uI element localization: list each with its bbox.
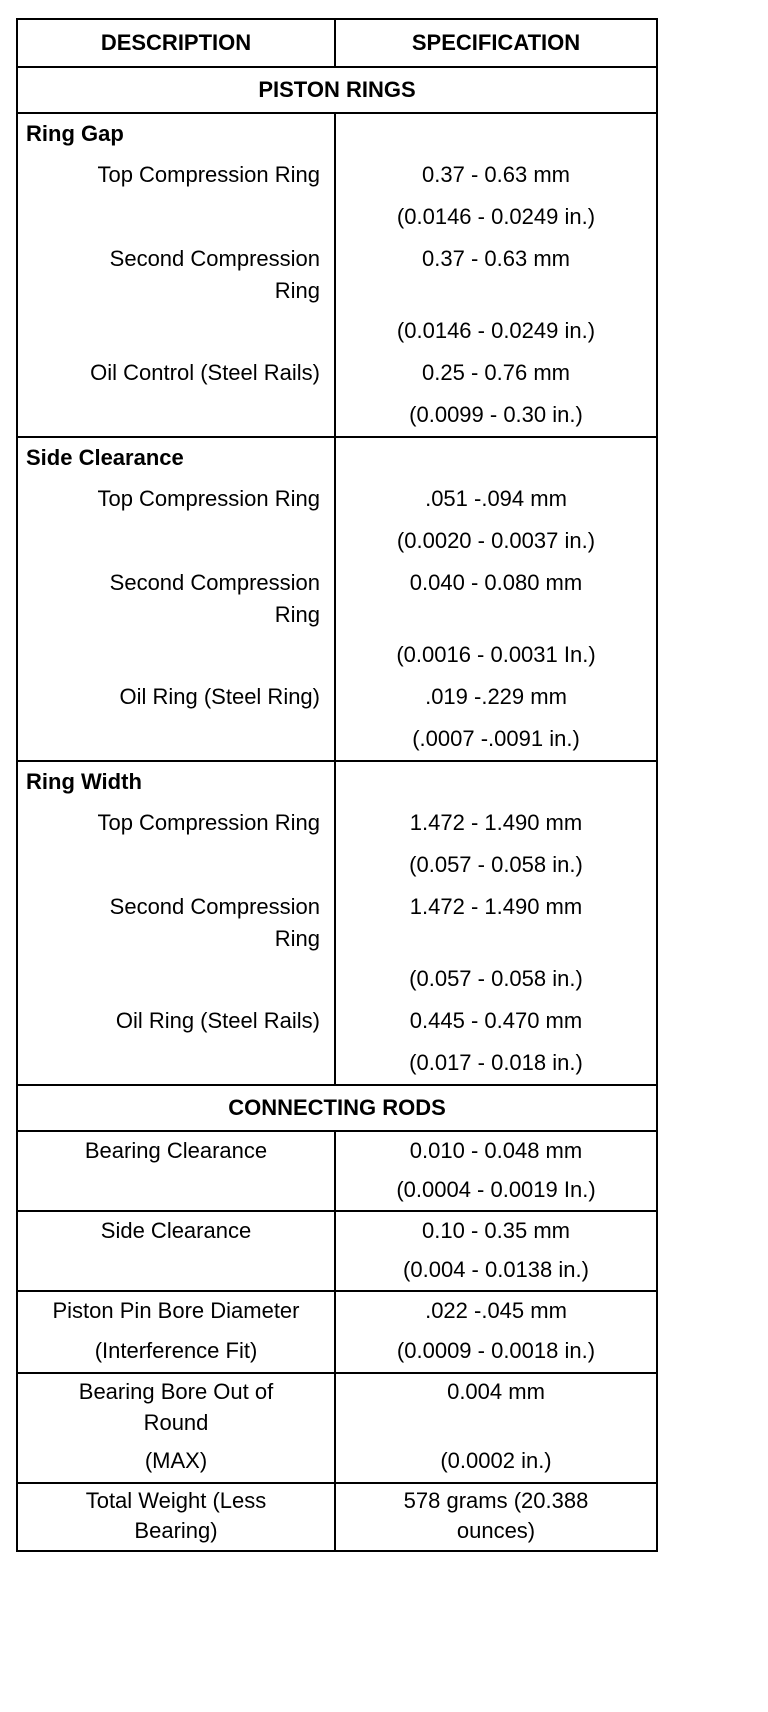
table-row [18,280,656,310]
group-title-ring-width: Ring Width [26,769,142,794]
bore-round-label-3: (MAX) [18,1440,336,1482]
bore-round-label-1: Bearing Bore Out of [18,1374,336,1410]
rod-side-clearance [18,1210,656,1290]
side-clearance-second-label-1: Second Compression [18,562,336,604]
ring-gap-second-label-1: Second Compression [18,238,336,280]
rod-pin-bore [18,1290,656,1372]
bearing-clearance-in: (0.0004 - 0.0019 In.) [396,1177,596,1202]
ring-width-items [18,802,656,1084]
table-row [18,1042,656,1084]
pin-bore-label-2: (Interference Fit) [18,1330,336,1372]
table-row [18,1330,656,1372]
group-title-side-clearance: Side Clearance [26,445,184,470]
pin-bore-label-1: Piston Pin Bore Diameter [18,1292,336,1330]
ring-width-top-in: (0.057 - 0.058 in.) [409,852,583,877]
side-clearance-top-label: Top Compression Ring [18,478,336,520]
table-row [18,562,656,604]
ring-gap-second-label-2: Ring [18,280,336,310]
ring-gap-top-in: (0.0146 - 0.0249 in.) [396,204,596,229]
table-row [18,1410,656,1440]
bore-round-mm: 0.004 mm [447,1379,545,1404]
side-clearance-second-mm: 0.040 - 0.080 mm [409,570,583,595]
ring-width-oil-label: Oil Ring (Steel Rails) [18,1000,336,1042]
weight-value-1: 578 grams (20.388 [403,1488,589,1513]
table-row [18,154,656,196]
table-header [18,20,656,66]
spec-table [16,18,658,1552]
ring-width-second-label-1: Second Compression [18,886,336,928]
ring-width-oil-mm: 0.445 - 0.470 mm [409,1008,583,1033]
bearing-clearance-label: Bearing Clearance [18,1132,336,1170]
table-row [18,844,656,886]
table-row [18,676,656,718]
table-row [18,886,656,928]
pin-bore-mm: .022 -.045 mm [425,1298,567,1323]
ring-gap-second-in: (0.0146 - 0.0249 in.) [396,318,596,343]
side-clearance-items [18,478,656,760]
ring-gap-oil-in: (0.0099 - 0.30 in.) [409,402,583,427]
ring-gap-top-mm: 0.37 - 0.63 mm [422,162,570,187]
table-row [18,1212,656,1250]
ring-gap-second-mm: 0.37 - 0.63 mm [422,246,570,271]
header-description: DESCRIPTION [18,20,336,66]
table-row [18,1132,656,1170]
ring-width-top-label: Top Compression Ring [18,802,336,844]
ring-width-second-mm: 1.472 - 1.490 mm [409,894,583,919]
weight-value-2: ounces) [456,1518,536,1543]
table-row [18,352,656,394]
table-row [18,634,656,676]
table-row [18,1292,656,1330]
table-row [18,310,656,352]
ring-width-top-mm: 1.472 - 1.490 mm [409,810,583,835]
ring-width-second-in: (0.057 - 0.058 in.) [409,966,583,991]
table-row [18,718,656,760]
ring-gap-oil-label: Oil Control (Steel Rails) [18,352,336,394]
header-specification: SPECIFICATION [411,30,581,55]
side-clearance-second-label-2: Ring [18,604,336,634]
ring-width-second-label-2: Ring [18,928,336,958]
section-piston-rings: PISTON RINGS [18,66,656,112]
side-clearance-oil-in: (.0007 -.0091 in.) [412,726,580,751]
table-row [18,1374,656,1410]
ring-gap-top-label: Top Compression Ring [18,154,336,196]
table-row [18,1484,656,1518]
table-row [18,958,656,1000]
side-clearance-second-in: (0.0016 - 0.0031 In.) [396,642,596,667]
table-row [18,802,656,844]
table-row [18,604,656,634]
table-row [18,478,656,520]
table-row [18,238,656,280]
table-row [18,196,656,238]
weight-label-2: Bearing) [18,1518,336,1550]
group-ring-width [18,760,656,802]
weight-label-1: Total Weight (Less [18,1484,336,1518]
bore-round-in: (0.0002 in.) [440,1448,552,1473]
side-clearance-top-in: (0.0020 - 0.0037 in.) [396,528,596,553]
side-clearance-top-mm: .051 -.094 mm [425,486,567,511]
table-row [18,928,656,958]
group-side-clearance [18,436,656,478]
rod-bore-out-of-round [18,1372,656,1482]
rod-side-clearance-mm: 0.10 - 0.35 mm [422,1218,570,1243]
table-row [18,1170,656,1210]
ring-gap-items [18,154,656,436]
rod-side-clearance-in: (0.004 - 0.0138 in.) [403,1257,589,1282]
table-row [18,394,656,436]
side-clearance-oil-label: Oil Ring (Steel Ring) [18,676,336,718]
side-clearance-oil-mm: .019 -.229 mm [425,684,567,709]
bore-round-label-2: Round [18,1410,336,1440]
table-row [18,1000,656,1042]
table-row [18,1250,656,1290]
rod-bearing-clearance [18,1130,656,1210]
bearing-clearance-mm: 0.010 - 0.048 mm [409,1138,583,1163]
ring-gap-oil-mm: 0.25 - 0.76 mm [422,360,570,385]
section-connecting-rods: CONNECTING RODS [18,1084,656,1130]
table-row [18,520,656,562]
rod-total-weight [18,1482,656,1550]
pin-bore-in: (0.0009 - 0.0018 in.) [396,1338,596,1363]
group-ring-gap [18,112,656,154]
group-title-ring-gap: Ring Gap [26,121,124,146]
table-row [18,1440,656,1482]
rod-side-clearance-label: Side Clearance [18,1212,336,1250]
ring-width-oil-in: (0.017 - 0.018 in.) [409,1050,583,1075]
table-row [18,1518,656,1550]
